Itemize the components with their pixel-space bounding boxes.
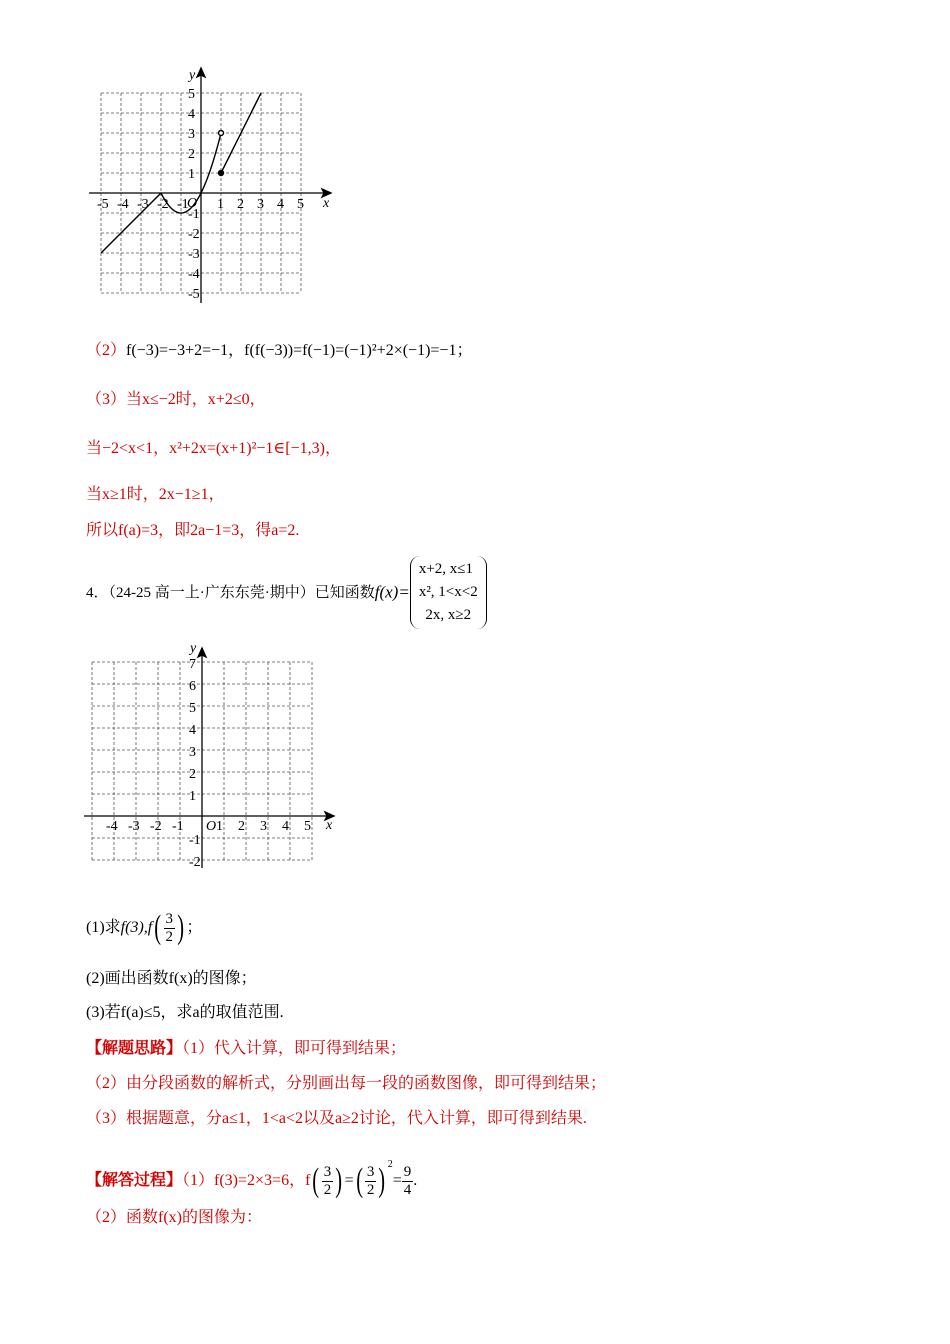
- y-tick-label: 4: [189, 723, 196, 738]
- y-tick-label: 2: [188, 147, 195, 162]
- s1-frac-num: 3: [323, 1163, 332, 1180]
- problem-4-intro: 4．（24-25 高一上·广东东莞·期中）已知函数: [86, 584, 375, 601]
- x-tick-label: 5: [304, 819, 311, 834]
- case-3: 2x, x≥2: [425, 607, 472, 623]
- graph-2: [84, 636, 354, 881]
- q1-frac-num: 3: [165, 910, 174, 927]
- x-tick-label: 2: [237, 197, 244, 212]
- q1-suffix: ；: [186, 919, 203, 936]
- s1-eq: =: [344, 1172, 354, 1189]
- part-3-line-4: 所以f(a)=3，即2a−1=3，得a=2.: [86, 522, 300, 539]
- x-tick-label: 3: [257, 197, 264, 212]
- x-tick-label: -5: [97, 197, 109, 212]
- problem-4: [86, 556, 487, 629]
- part-3-line-2: 当−2<x<1，x²+2x=(x+1)²−1∈[−1,3)，: [86, 440, 341, 457]
- solution-1a: （1）f(3)=2×3=6，f: [182, 1172, 311, 1189]
- x-tick-label: -2: [157, 197, 169, 212]
- y-tick-label: 2: [189, 767, 196, 782]
- q1-expr: f(3),f: [120, 919, 153, 936]
- open-point: [219, 131, 224, 136]
- x-tick-label: 5: [297, 197, 304, 212]
- hint-line-3: （3）根据题意，分a≤1，1<a<2以及a≥2讨论，代入计算，即可得到结果.: [86, 1110, 587, 1127]
- y-tick-label: 1: [188, 167, 195, 182]
- x-tick-label: -1: [172, 819, 184, 834]
- x-axis-label: x: [326, 818, 333, 833]
- problem-4-function: f(x)=: [374, 582, 410, 602]
- y-tick-label: -2: [188, 227, 200, 242]
- closed-point: [219, 171, 224, 176]
- s1-frac2-den: 2: [366, 1181, 375, 1198]
- part-2-formula: f(−3)=−3+2=−1，f(f(−3))=f(−1)=(−1)²+2×(−1)=−1；: [126, 342, 473, 359]
- y-tick-label: -4: [188, 267, 200, 282]
- q1-frac-den: 2: [165, 928, 174, 945]
- origin-label: O: [187, 196, 198, 211]
- y-tick-label: 6: [189, 679, 196, 694]
- s1-end: .: [413, 1172, 418, 1189]
- s1-fraction: [322, 1164, 334, 1199]
- y-axis-arrow: [198, 648, 206, 657]
- case-1: x+2, x≤1: [418, 561, 474, 577]
- x-tick-label: 3: [260, 819, 267, 834]
- solution-title: 【解答过程】: [86, 1172, 183, 1189]
- s1-exponent: 2: [387, 1159, 393, 1170]
- piecewise-cases: [410, 556, 487, 629]
- s1-frac2-num: 3: [366, 1163, 375, 1180]
- part-3-line-1: （3）当x≤−2时，x+2≤0，: [86, 391, 266, 408]
- q1-prefix: (1)求: [86, 919, 121, 936]
- y-tick-label: 5: [188, 87, 195, 102]
- question-3: (3)若f(a)≤5，求a的取值范围.: [86, 1004, 284, 1021]
- x-tick-label: -4: [117, 197, 129, 212]
- x-tick-label: -3: [137, 197, 149, 212]
- s1-result-num: 9: [403, 1163, 412, 1180]
- y-tick-label: 3: [189, 745, 196, 760]
- y-tick-label: -5: [188, 287, 200, 302]
- question-2: (2)画出函数f(x)的图像；: [86, 970, 257, 987]
- y-tick-label: -2: [189, 855, 201, 870]
- question-1: (1)求f(3),f( $\frac{3}{2}$ ) ；: [86, 909, 203, 947]
- case-2: x², 1<x<2: [418, 584, 478, 600]
- hint-1: （1）代入计算，即可得到结果；: [182, 1040, 407, 1057]
- origin-label: O: [206, 819, 217, 834]
- y-tick-label: 7: [189, 657, 196, 672]
- y-tick-label: 1: [189, 789, 196, 804]
- y-axis-arrow: [197, 68, 205, 77]
- part-3-line-3: 当x≥1时，2x−1≥1，: [86, 486, 225, 503]
- q1-fraction: [164, 911, 176, 946]
- s1-frac-den: 2: [323, 1181, 332, 1198]
- s1-fraction-2: [365, 1164, 377, 1199]
- s1-result: [402, 1164, 414, 1199]
- y-axis-label: y: [190, 641, 197, 656]
- y-axis-label: y: [189, 68, 196, 83]
- x-tick-label: 2: [238, 819, 245, 834]
- y-tick-label: 5: [189, 701, 196, 716]
- hint-line-2: （2）由分段函数的解析式，分别画出每一段的函数图像，即可得到结果；: [86, 1075, 607, 1092]
- hint-line-1: [86, 1038, 406, 1060]
- s1-eq-2: =: [392, 1172, 402, 1189]
- solution-part-2: [86, 340, 472, 362]
- y-tick-label: -1: [188, 207, 200, 222]
- y-tick-label: -3: [188, 247, 200, 262]
- part-2-text: （2）: [86, 342, 127, 359]
- solution-line-2: （2）函数f(x)的图像为：: [86, 1209, 262, 1226]
- solution-line-1: 【解答过程】（1）f(3)=2×3=6，f( $\frac{3}{2}$ ) =( $\frac{3}{2}$ ) $^2$= $\frac{9}{4}$ .: [86, 1159, 418, 1200]
- graph-1: [84, 66, 344, 316]
- y-tick-label: -1: [189, 833, 201, 848]
- x-tick-label: 1: [217, 197, 224, 212]
- x-tick-label: -4: [106, 819, 118, 834]
- x-axis-label: x: [323, 196, 330, 211]
- s1-result-den: 4: [403, 1181, 412, 1198]
- x-tick-label: 4: [282, 819, 289, 834]
- curve-segment-left: [101, 193, 161, 253]
- x-tick-label: 1: [216, 819, 223, 834]
- y-tick-label: 3: [188, 127, 195, 142]
- y-tick-label: 4: [188, 107, 195, 122]
- x-tick-label: 4: [277, 197, 284, 212]
- x-tick-label: -1: [177, 197, 189, 212]
- hint-title: 【解题思路】: [86, 1040, 183, 1057]
- x-tick-label: -3: [128, 819, 140, 834]
- x-tick-label: -2: [150, 819, 162, 834]
